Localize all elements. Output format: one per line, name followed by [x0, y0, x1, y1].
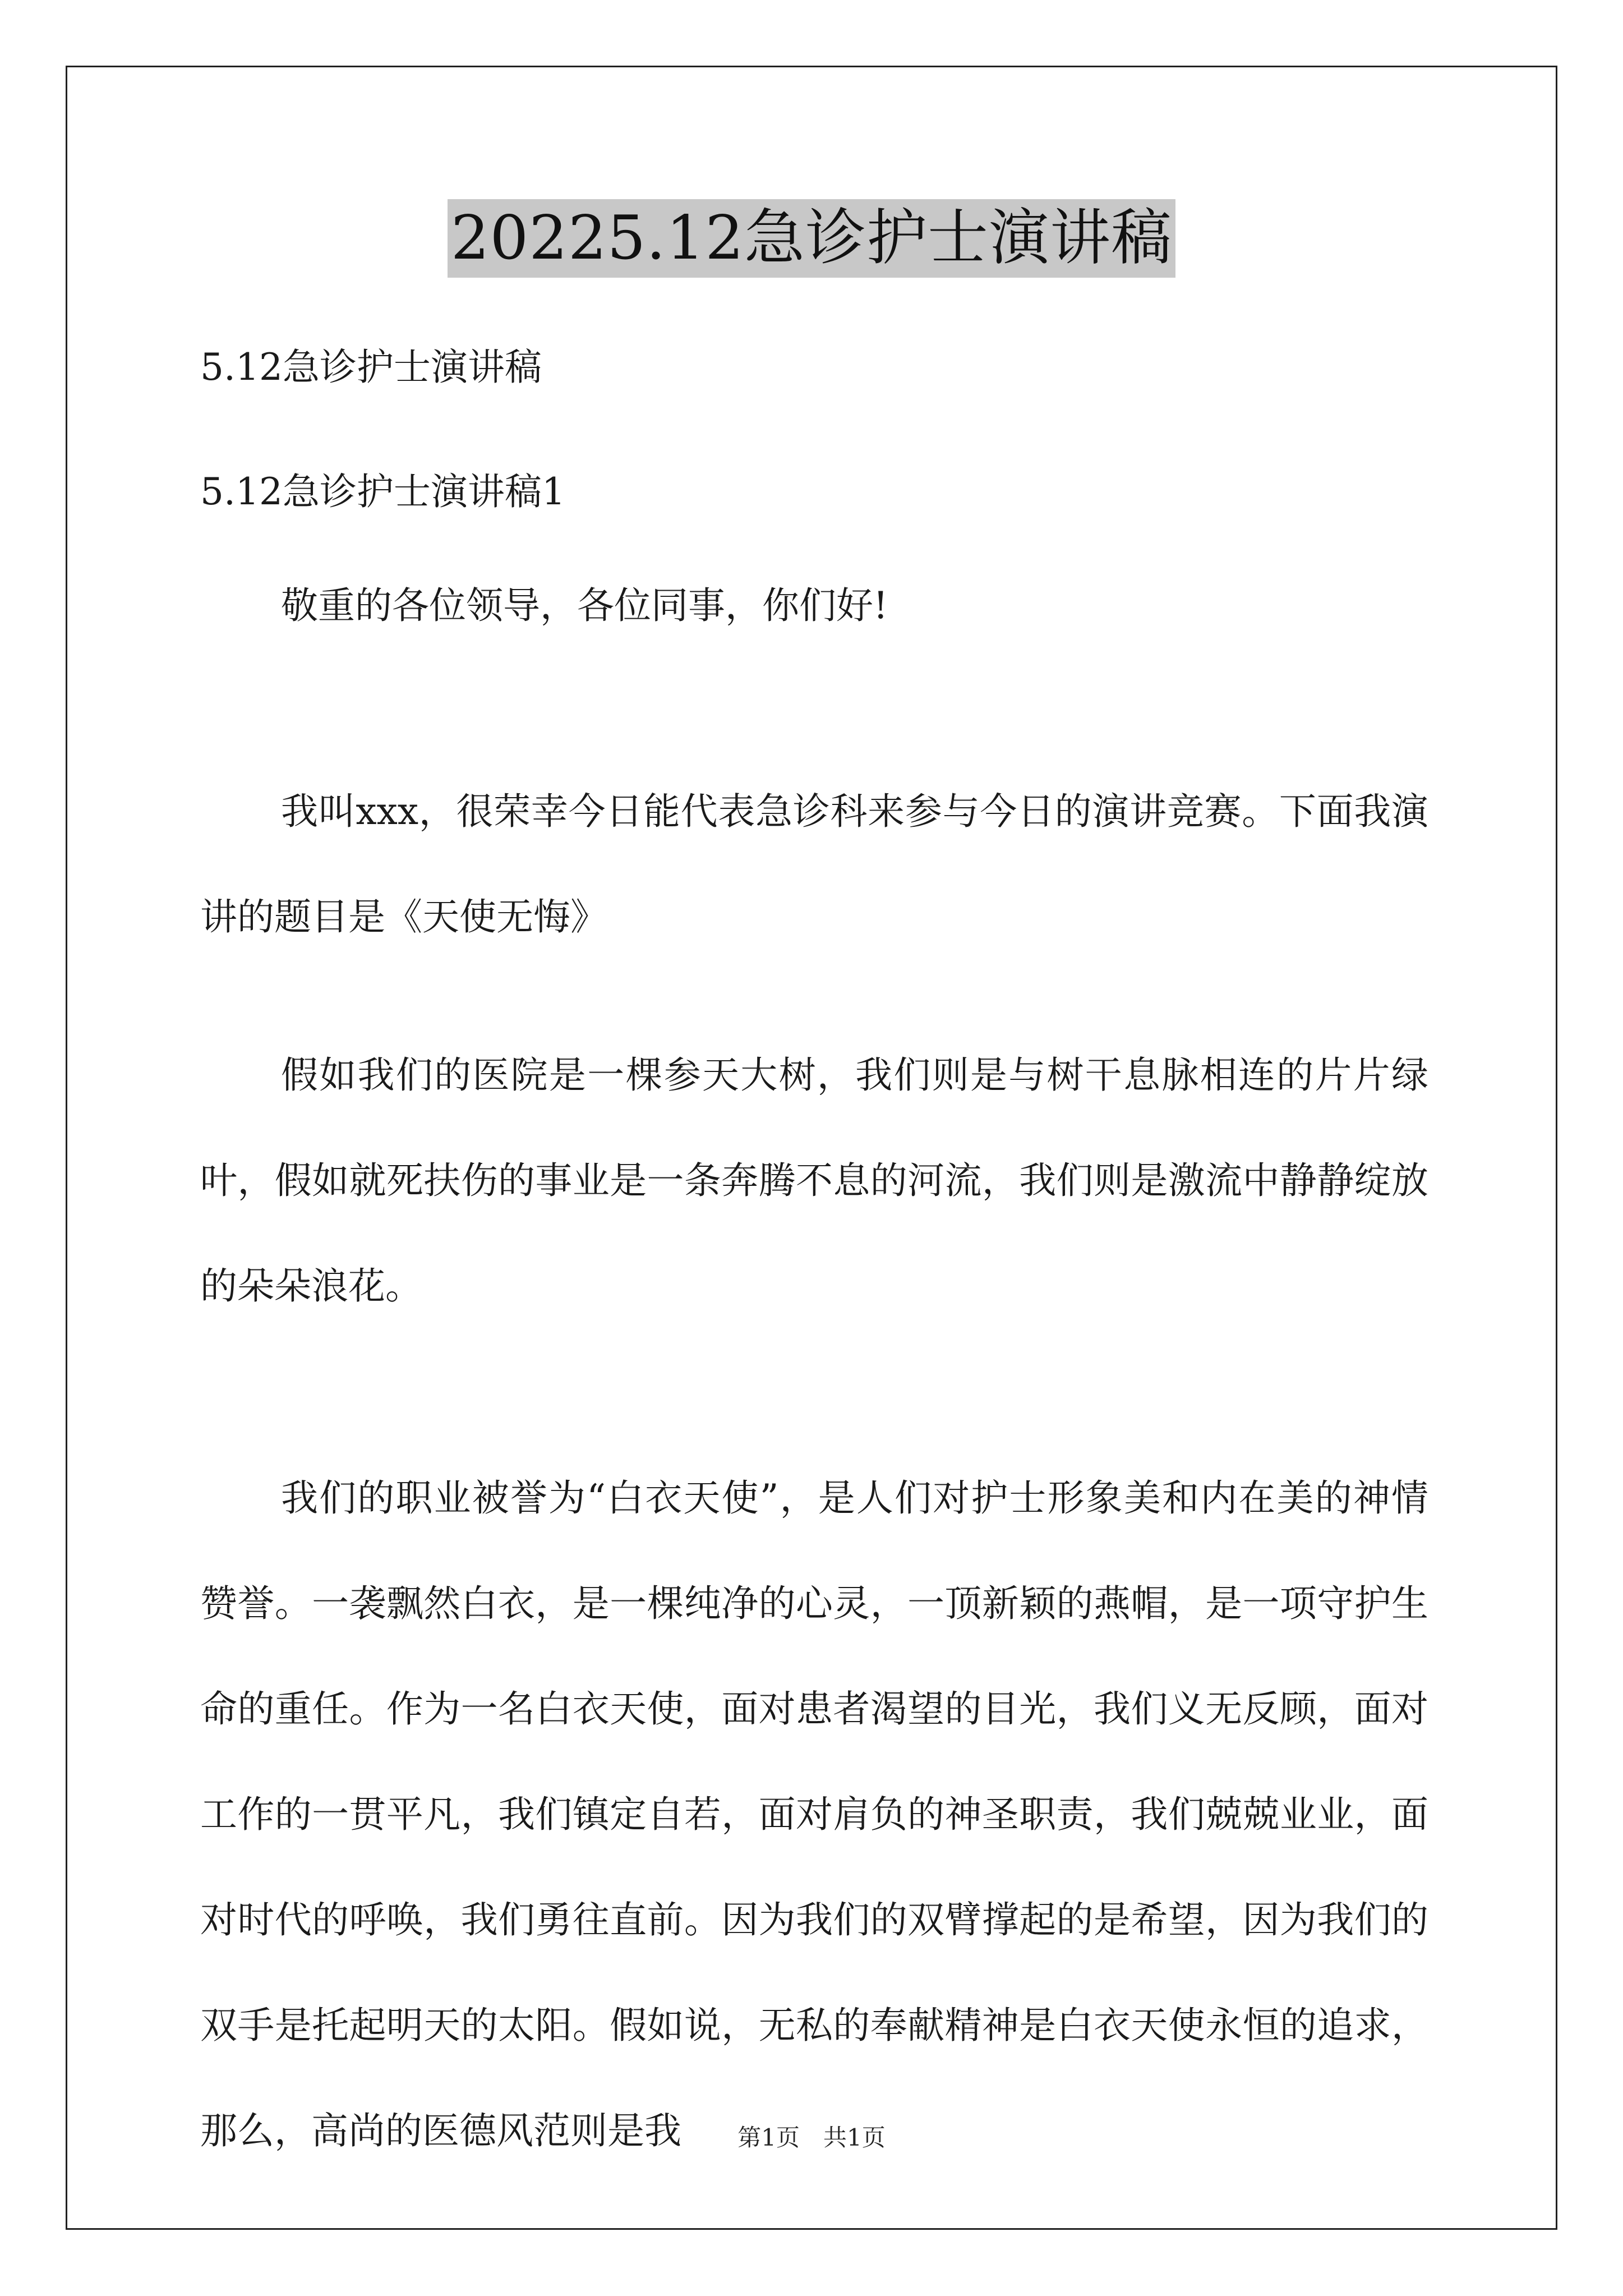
paragraph-2: 假如我们的医院是一棵参天大树，我们则是与树干息脉相连的片片绿叶，假如就死扶伤的事业是一条奔腾不息的河流，我们则是激流中静静绽放的朵朵浪花。 — [200, 1053, 1428, 1308]
paragraph-1: 我叫xxx，很荣幸今日能代表急诊科来参与今日的演讲竞赛。下面我演讲的题目是《天使无悔》 — [200, 790, 1428, 938]
greeting-line: 敬重的各位领导，各位同事，你们好! — [281, 584, 888, 627]
title-container — [0, 199, 1623, 278]
subtitle-line-2: 5.12急诊护士演讲稿1 — [200, 470, 565, 513]
subtitle-line-1: 5.12急诊护士演讲稿 — [200, 346, 542, 389]
paragraph-3: 我们的职业被誉为“白衣天使”，是人们对护士形象美和内在美的神情赞誉。一袭飘然白衣，是一棵纯净的心灵，一顶新颖的燕帽，是一项守护生命的重任。作为一名白衣天使，面对患者渴望的目光，我们义无反顾，面对工作的一贯平凡，我们镇定自若，面对肩负的神圣职责，我们兢兢业业，面对时代的呼唤，我们勇往直前。因为我们的双臂撑起的是希望，因为我们的双手是托起明天的太阳。假如说，无私的奉献精神是白衣天使永恒的追求，那么，高尚的医德风范则是我 — [200, 1476, 1428, 2152]
page-footer: 第1页 共1页 — [737, 2124, 886, 2151]
document-title: 20225.12急诊护士演讲稿 — [448, 199, 1175, 278]
